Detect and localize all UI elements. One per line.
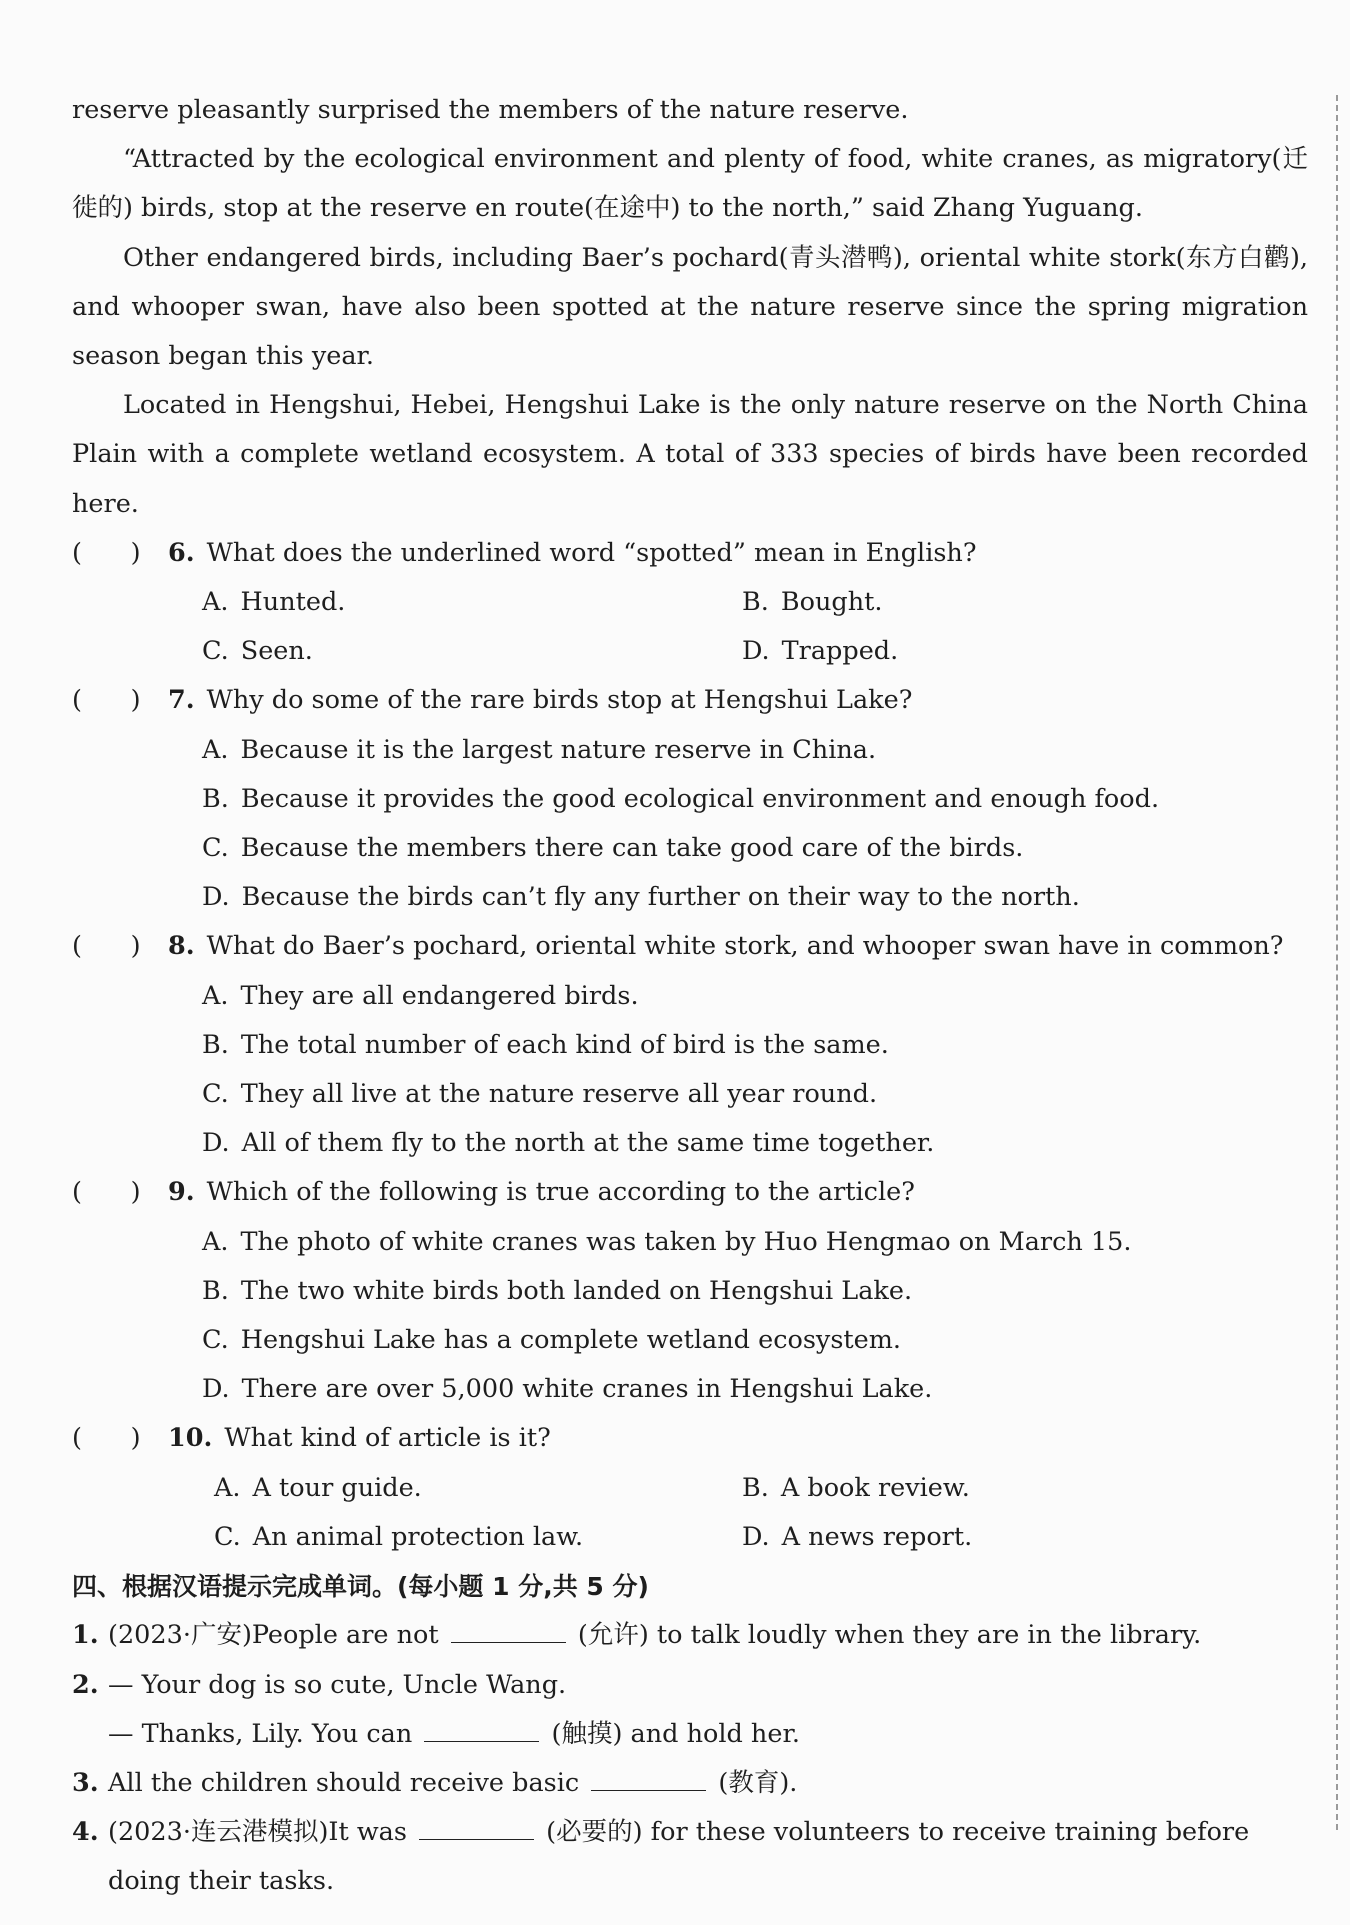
worksheet-content	[72, 86, 1308, 1907]
fill-item-2: 2. — Your dog is so cute, Uncle Wang.	[72, 1661, 1308, 1710]
question-10-options	[72, 1464, 1308, 1562]
answer-bracket[interactable]: ( )	[72, 1177, 141, 1208]
option-d[interactable]: D. All of them fly to the north at the same time together.	[202, 1128, 935, 1159]
question-number: 9.	[168, 1177, 195, 1208]
option-b[interactable]: B. The two white birds both landed on Hengshui Lake.	[202, 1275, 913, 1306]
fill-item-1: 1. (2023·广安)People are not (允许) to talk loudly when they are in the library.	[72, 1611, 1308, 1660]
fill-item-2-reply: — Thanks, Lily. You can (触摸) and hold her.	[72, 1710, 1308, 1759]
option-c[interactable]: C. Seen.	[202, 636, 313, 667]
answer-bracket[interactable]: ( )	[72, 685, 141, 716]
option-d[interactable]: D. There are over 5,000 white cranes in Hengshui Lake.	[202, 1374, 933, 1405]
question-7-options	[72, 726, 1308, 923]
question-text: What kind of article is it?	[224, 1423, 551, 1454]
dashed-margin-rule	[1336, 95, 1338, 1830]
question-text: What do Baer’s pochard, oriental white stork, and whooper swan have in common?	[206, 931, 1284, 962]
option-a[interactable]: A. Because it is the largest nature reserve in China.	[202, 734, 877, 765]
option-d[interactable]: D. Because the birds can’t fly any further on their way to the north.	[202, 882, 1080, 913]
passage-paragraph: “Attracted by the ecological environment and plenty of food, white cranes, as migratory(迁徙的) birds, stop at the reserve en route(在途中) to the north,” said Zhang Yuguang.	[72, 144, 1308, 224]
option-a[interactable]: A. Hunted.	[202, 587, 346, 618]
fill-item-3: 3. All the children should receive basic (教育).	[72, 1759, 1308, 1808]
item-number: 1.	[72, 1620, 99, 1651]
question-8-options	[72, 972, 1308, 1169]
question-number: 10.	[168, 1423, 213, 1454]
answer-bracket[interactable]: ( )	[72, 1423, 141, 1454]
option-a[interactable]: A. The photo of white cranes was taken by Huo Hengmao on March 15.	[202, 1226, 1132, 1257]
section-4-title: 四、根据汉语提示完成单词。(每小题 1 分,共 5 分)	[72, 1572, 649, 1602]
question-number: 7.	[168, 685, 195, 716]
answer-blank[interactable]	[591, 1764, 706, 1791]
question-7	[72, 676, 1308, 725]
option-b[interactable]: B. Because it provides the good ecological environment and enough food.	[202, 783, 1160, 814]
item-number: 4.	[72, 1817, 99, 1848]
option-b[interactable]: B. A book review.	[742, 1472, 970, 1503]
question-9-options	[72, 1218, 1308, 1415]
answer-bracket[interactable]: ( )	[72, 537, 141, 568]
question-6	[72, 529, 1308, 578]
option-c[interactable]: C. An animal protection law.	[214, 1521, 584, 1552]
option-c[interactable]: C. They all live at the nature reserve all year round.	[202, 1079, 878, 1110]
passage-paragraph: reserve pleasantly surprised the members of the nature reserve.	[72, 95, 909, 125]
passage-paragraph: Other endangered birds, including Baer’s pochard(青头潜鸭), oriental white stork(东方白鹳), and whooper swan, have also been spotted at the nature reserve since the spring migration season began this year.	[72, 242, 1308, 372]
fill-item-4-continued: doing their tasks.	[108, 1866, 335, 1897]
answer-blank[interactable]	[424, 1715, 539, 1742]
item-number: 2.	[72, 1669, 99, 1700]
question-text: Which of the following is true according to the article?	[206, 1177, 915, 1208]
option-d[interactable]: D. Trapped.	[742, 636, 899, 667]
question-9	[72, 1168, 1308, 1217]
question-6-options	[72, 578, 1308, 676]
question-10	[72, 1414, 1308, 1463]
option-c[interactable]: C. Because the members there can take good care of the birds.	[202, 833, 1024, 864]
question-text: What does the underlined word “spotted” mean in English?	[206, 537, 977, 568]
answer-bracket[interactable]: ( )	[72, 931, 141, 962]
option-a[interactable]: A. A tour guide.	[214, 1472, 422, 1503]
item-number: 3.	[72, 1767, 99, 1798]
passage-paragraph: Located in Hengshui, Hebei, Hengshui Lake is the only nature reserve on the North China Plain with a complete wetland ecosystem. A total of 333 species of birds have been recorded here.	[72, 390, 1308, 519]
option-b[interactable]: B. The total number of each kind of bird is the same.	[202, 1029, 889, 1060]
question-number: 8.	[168, 931, 195, 962]
question-number: 6.	[168, 537, 195, 568]
option-a[interactable]: A. They are all endangered birds.	[202, 980, 639, 1011]
fill-item-4: 4. (2023·连云港模拟)It was (必要的) for these volunteers to receive training before	[72, 1808, 1308, 1857]
answer-blank[interactable]	[419, 1814, 534, 1841]
option-b[interactable]: B. Bought.	[742, 587, 883, 618]
option-c[interactable]: C. Hengshui Lake has a complete wetland ecosystem.	[202, 1325, 902, 1356]
question-text: Why do some of the rare birds stop at Hengshui Lake?	[206, 685, 913, 716]
answer-blank[interactable]	[451, 1617, 566, 1644]
question-8	[72, 922, 1308, 971]
option-d[interactable]: D. A news report.	[742, 1521, 973, 1552]
